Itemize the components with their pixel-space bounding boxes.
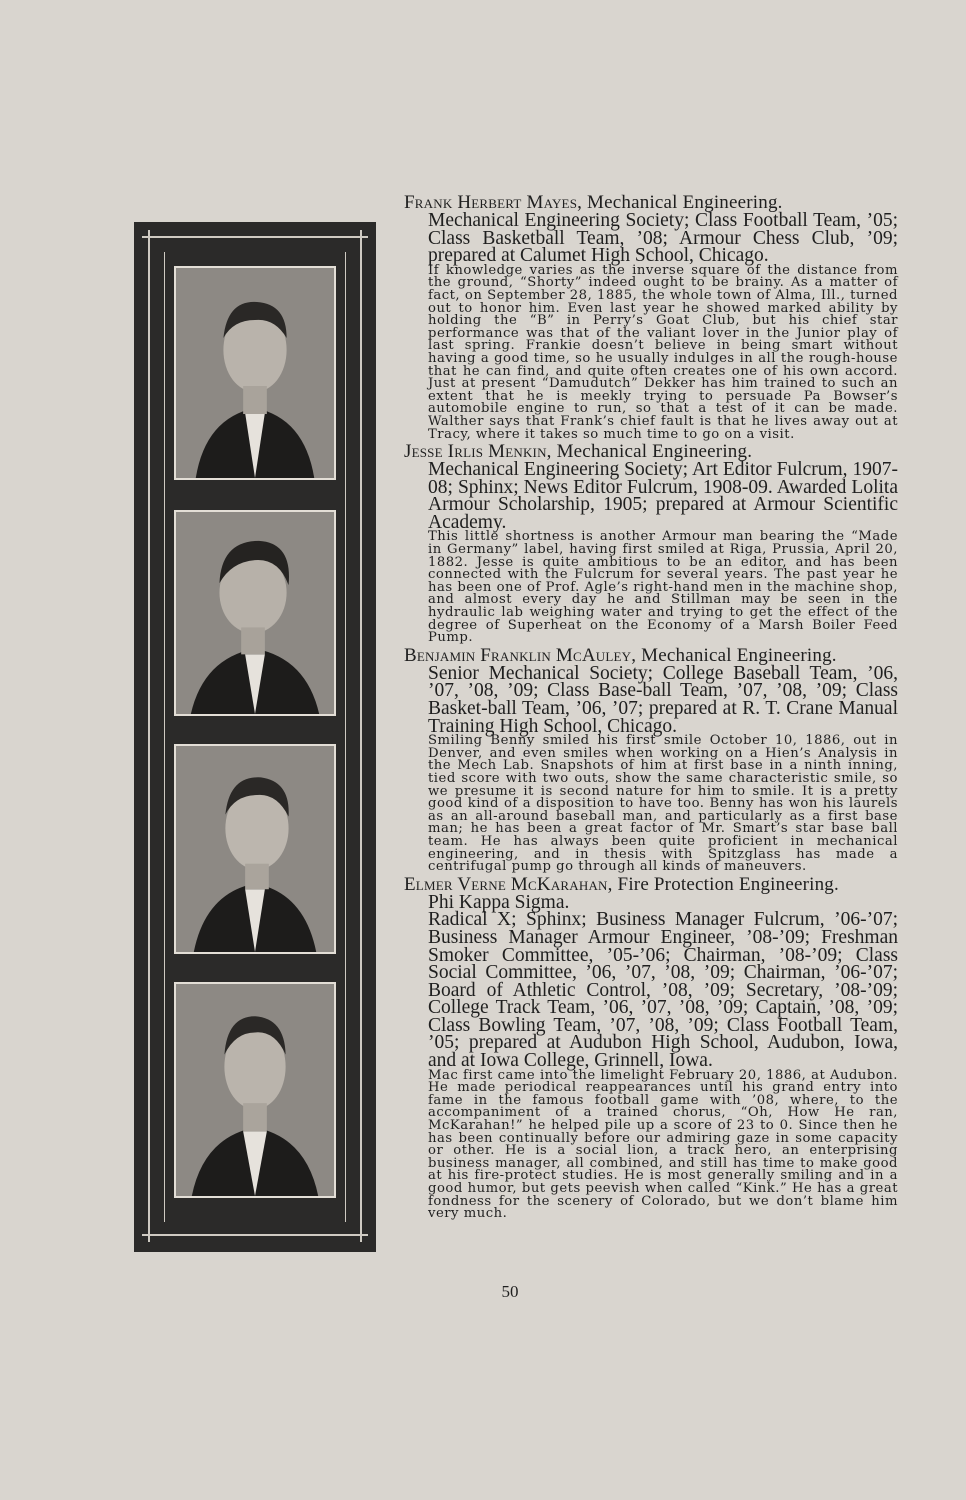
strip-border-top bbox=[142, 236, 368, 238]
biography: This little shortness is another Armour man bearing the “Made in Germany” label, having first smiled at Riga, Prussia, April 20, 1882. Jesse is quite ambitious to be an editor, and has been connected with the Fulcrum for several years. The past year he has been one of Prof. Agle’s right-hand men in the machine shop, and almost every day he and Stillman may be seen in the hydraulic lab weighing water and trying to get the effect of the degree of Superheat on the Economy of a Marsh Boiler Feed Pump. bbox=[428, 529, 898, 646]
department: Fire Protection Engineering. bbox=[617, 873, 839, 895]
activities: Senior Mechanical Society; College Baseball Team, ’06, ’07, ’08, ’09; Class Base-ball Team, ’07, ’08, ’09; Class Basket-ball Team, ’06, ’07; prepared at R. T. Crane Manual Training High School, Chicago. bbox=[428, 662, 898, 737]
entry-menkin bbox=[404, 443, 898, 645]
page-number: 50 bbox=[501, 1282, 519, 1301]
activities: Mechanical Engineering Society; Art Editor Fulcrum, 1907-08; Sphinx; News Editor Fulcrum, 1908-09. Awarded Lolita Armour Scholarship, 1905; prepared at Armour Scientific Academy. bbox=[428, 459, 898, 533]
student-name: Jesse Irlis Menkin bbox=[404, 441, 547, 463]
entry-heading: Jesse Irlis Menkin, Mechanical Engineering. bbox=[404, 441, 753, 463]
biography: Mac first came into the limelight February 20, 1886, at Audubon. He made periodical reappearances until his grand entry into fame in the famous football game with ’08, where, to the accompaniment of a trained chorus, “Oh, How He ran, McKarahan!” he helped pile up a score of 23 to 0. Since then he has been continually before our admiring gaze in some capacity or other. He is a social lion, a track hero, an enterprising business manager, all combined, and still has time to make good at his fire-protect studies. He is most generally smiling and in a good humor, but gets peevish when called “Kink.” He has a great fondness for the scenery of Colorado, but we don’t blame him very much. bbox=[428, 1067, 898, 1222]
portrait-mayes bbox=[176, 268, 334, 478]
department: Mechanical Engineering. bbox=[641, 644, 837, 666]
department: Mechanical Engineering. bbox=[556, 441, 753, 463]
portrait-frame-mcauley bbox=[174, 744, 336, 954]
strip-border-bottom bbox=[142, 1234, 368, 1236]
entry-heading: Benjamin Franklin McAuley, Mechanical Engineering. bbox=[404, 644, 837, 666]
fraternity: Phi Kappa Sigma. bbox=[428, 891, 570, 913]
entry-heading: Elmer Verne McKarahan, Fire Protection Engineering. bbox=[404, 873, 839, 895]
portrait-menkin bbox=[176, 512, 334, 714]
strip-border-right bbox=[360, 230, 362, 1242]
student-name: Benjamin Franklin McAuley bbox=[404, 644, 632, 666]
portrait-frame-mckarahan bbox=[174, 982, 336, 1198]
activities: Radical X; Sphinx; Business Manager Fulcrum, ’06-’07; Business Manager Armour Engineer, ’08-’09; Freshman Smoker Committee, ’05-’06; Chairman, ’08-’09; Class Social Committee, ’06, ’07, ’08, ’09; Chairman, ’06-’07; Board of Athletic Control, ’08, ’09; Secretary, ’08-’09; College Track Team, ’06, ’07, ’08, ’09; Captain, ’08, ’09; Class Bowling Team, ’07, ’08, ’09; Class Football Team, ’05; prepared at Audubon High School, Audubon, Iowa, and at Iowa College, Grinnell, Iowa. bbox=[428, 909, 898, 1072]
entry-heading: Frank Herbert Mayes, Mechanical Engineering. bbox=[404, 192, 783, 213]
strip-border-left bbox=[148, 230, 150, 1242]
entry-mcauley bbox=[404, 644, 898, 875]
biography: Smiling Benny smiled his first smile October 10, 1886, out in Denver, and even smiles when working on a Hien’s Analysis in the Mech Lab. Snapshots of him at first base in a ninth inning, tied score with two outs, show the same characteristic smile, so we presume it is second nature for him to smile. It is a pretty good kind of a disposition to have too. Benny has won his laurels as an all-around baseball man, and particularly as a first base man; he has been a great factor of Mr. Smart’s star base ball team. He has always been quite proficient in mechanical engineering, and in thesis with Spitzglass has made a centrifugal pump go through all kinds of maneuvers. bbox=[428, 733, 898, 875]
activities: Mechanical Engineering Society; Class Football Team, ’05; Class Basketball Team, ’08; Armour Chess Club, ’09; prepared at Calumet High School, Chicago. bbox=[428, 210, 898, 267]
strip-inner-line-left bbox=[164, 252, 165, 1222]
student-name: Elmer Verne McKarahan bbox=[404, 873, 608, 895]
entry-mayes bbox=[404, 194, 898, 441]
department: Mechanical Engineering. bbox=[587, 192, 783, 213]
student-name: Frank Herbert Mayes bbox=[404, 192, 578, 213]
photo-strip bbox=[134, 222, 376, 1252]
portrait-mcauley bbox=[176, 746, 334, 952]
portrait-mckarahan bbox=[176, 984, 334, 1196]
biography: If knowledge varies as the inverse square of the distance from the ground, “Shorty” indeed ought to be brainy. As a matter of fact, on September 28, 1885, the whole town of Alma, Ill., turned out to honor him. Even last year he showed marked ability by holding the “B” in Perry’s Goat Club, but his chief star performance was that of the valiant lover in the Junior play of last spring. Frankie doesn’t believe in being smart without having a good time, so he usually indulges in all the rough-house that he can find, and quite often creates one of his own accord. Just at present “Damudutch” Dekker has him trained to such an extent that he is meekly trying to persuade Pa Bowser’s automobile engine to run, so that a test of it can be made. Walther says that Frank’s chief fault is that he lives away out at Tracy, where it takes so much time to go on a visit. bbox=[428, 262, 898, 442]
portrait-frame-menkin bbox=[174, 510, 336, 716]
strip-inner-line-right bbox=[345, 252, 346, 1222]
entry-mckarahan bbox=[404, 873, 898, 1222]
portrait-frame-mayes bbox=[174, 266, 336, 480]
biography-column bbox=[404, 194, 898, 1223]
